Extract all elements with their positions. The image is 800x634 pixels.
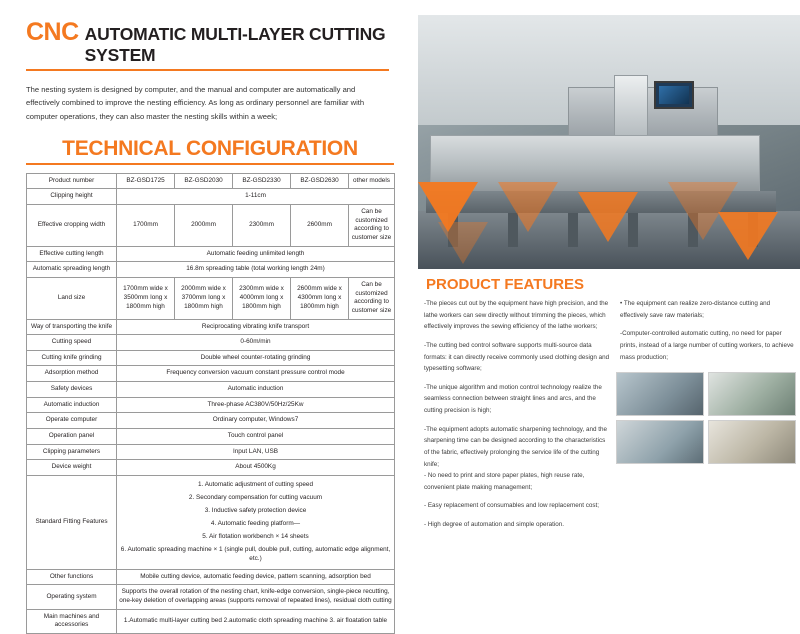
cell-fitting-list <box>117 475 395 569</box>
thumb-green-fabric <box>708 372 796 416</box>
cell: 2600mm wide x 4300mm long x 1800mm high <box>291 277 349 319</box>
cell: Ordinary computer, Windows7 <box>117 413 395 429</box>
table-row <box>27 397 395 413</box>
section-heading-divider <box>26 163 394 165</box>
thumb-cutting-head <box>616 420 704 464</box>
feature-item: - High degree of automation and simple operation. <box>424 520 565 528</box>
cell: 2000mm wide x 3700mm long x 1800mm high <box>175 277 233 319</box>
table-row <box>27 609 395 633</box>
fitting-item: 2. Secondary compensation for cutting vacuum <box>188 494 323 502</box>
row-label: Other functions <box>27 569 117 585</box>
table-row <box>27 205 395 247</box>
feature-item: -The pieces cut out by the equipment have high precision, and the lathe workers can sew directly without trimming the pieces, which effectively improves the sewing efficiency of the lathe workers; <box>424 300 609 331</box>
table-row <box>27 429 395 445</box>
fitting-item: 5. Air flotation workbench × 14 sheets <box>202 533 309 541</box>
title-brand: CNC <box>26 18 79 46</box>
row-label: Automatic induction <box>27 397 117 413</box>
row-label: Clipping height <box>27 189 117 205</box>
row-label: Effective cropping width <box>27 205 117 247</box>
technical-configuration-table <box>26 173 395 634</box>
machine-control-screen <box>654 81 694 109</box>
cell: Can be customized according to customer size <box>349 205 395 247</box>
row-label: Operate computer <box>27 413 117 429</box>
row-label: Standard Fitting Features <box>27 475 117 569</box>
cell: Frequency conversion vacuum constant pressure control mode <box>117 366 395 382</box>
feature-item: -The unique algorithm and motion control technology realize the seamless connection between straight lines and arcs, and the cutting precision is high; <box>424 383 602 415</box>
features-left-column <box>424 298 610 477</box>
machine-photo <box>418 15 800 269</box>
row-label: Operation panel <box>27 429 117 445</box>
table-row <box>27 277 395 319</box>
cell: 0-60m/min <box>117 335 395 351</box>
machine-table <box>426 191 776 213</box>
thumb-cut-pieces <box>708 420 796 464</box>
right-column <box>418 0 800 553</box>
cell: Automatic induction <box>117 382 395 398</box>
fitting-item: 1. Automatic adjustment of cutting speed <box>197 481 314 489</box>
cell: Reciprocating vibrating knife transport <box>117 319 395 335</box>
cell: Can be customized according to customer size <box>349 277 395 319</box>
row-label: Automatic spreading length <box>27 262 117 278</box>
fitting-item: 4. Automatic feeding platform— <box>210 520 301 528</box>
row-label: Way of transporting the knife <box>27 319 117 335</box>
cell: Automatic feeding unlimited length <box>117 246 395 262</box>
feature-item: -The cutting bed control software supports multi-source data formats: it can directly receive commonly used clothing design and typesetting software; <box>424 341 610 373</box>
cell: 1700mm wide x 3500mm long x 1800mm high <box>117 277 175 319</box>
row-label: Main machines and accessories <box>27 609 117 633</box>
table-row <box>27 444 395 460</box>
cell: 1-11cm <box>117 189 395 205</box>
table-row <box>27 262 395 278</box>
table-row <box>27 173 395 189</box>
row-label: Operating system <box>27 585 117 609</box>
table-row <box>27 350 395 366</box>
fitting-item: 6. Automatic spreading machine × 1 (single pull, double pull, cutting, automatic edge alignment, etc.) <box>120 546 391 562</box>
cell: Three-phase AC380V/50Hz/25Kw <box>117 397 395 413</box>
machine-body <box>430 135 760 195</box>
table-row <box>27 189 395 205</box>
row-label: Effective cutting length <box>27 246 117 262</box>
feature-item: -Computer-controlled automatic cutting, no need for paper prints, instead of a large number of cutting workers, to achieve mass production; <box>620 330 794 361</box>
title-rest: AUTOMATIC MULTI-LAYER CUTTING SYSTEM <box>84 24 386 65</box>
feature-item: - No need to print and store paper plates, high reuse rate, convenient plate making management; <box>424 472 585 491</box>
features-bottom-left <box>424 470 610 538</box>
cell: Double wheel counter-rotating grinding <box>117 350 395 366</box>
intro-paragraph: The nesting system is designed by computer, and the manual and computer are automatically and effectively combined to improve the nesting efficiency. As long as ordinary personnel are familiar with computer operations, they can also master the nesting skills within a week; <box>26 85 365 121</box>
row-label: Safety devices <box>27 382 117 398</box>
cell: BZ-GSD1725 <box>117 173 175 189</box>
table-row <box>27 413 395 429</box>
cell: 2300mm wide x 4000mm long x 1800mm high <box>233 277 291 319</box>
cell: 1700mm <box>117 205 175 247</box>
table-row <box>27 366 395 382</box>
thumb-fabric-stack <box>616 372 704 416</box>
cell: 2600mm <box>291 205 349 247</box>
feature-item: • The equipment can realize zero-distance cutting and effectively save raw materials; <box>620 300 771 319</box>
table-row-standard-fitting <box>27 475 395 569</box>
cell: BZ-GSD2630 <box>291 173 349 189</box>
cell: 2000mm <box>175 205 233 247</box>
cell: Supports the overall rotation of the nesting chart, knife-edge conversion, single-piece recutting, one-key deletion of overlapping areas (supports removal of repeated lines), residual cloth cutting <box>117 585 395 609</box>
cell: BZ-GSD2330 <box>233 173 291 189</box>
table-row <box>27 460 395 476</box>
feature-item: - Easy replacement of consumables and low replacement cost; <box>424 502 599 510</box>
table-row <box>27 319 395 335</box>
thumbnail-row <box>616 372 796 416</box>
machine-legs <box>448 213 758 247</box>
title-divider <box>26 69 389 71</box>
fitting-item: 3. Inductive safety protection device <box>204 507 307 515</box>
table-row <box>27 569 395 585</box>
row-label: Cutting speed <box>27 335 117 351</box>
cell: Mobile cutting device, automatic feeding device, pattern scanning, adsorption bed <box>117 569 395 585</box>
table-row <box>27 335 395 351</box>
feature-item: -The equipment adopts automatic sharpening technology, and the sharpening time can be designed according to the characteristics of the fabric, effectively prolonging the service life of the cutting knife; <box>424 425 607 468</box>
cell: 1.Automatic multi-layer cutting bed 2.automatic cloth spreading machine 3. air floatation table <box>117 609 395 633</box>
row-label: Adsorption method <box>27 366 117 382</box>
cell: 16.8m spreading table (total working length 24m) <box>117 262 395 278</box>
row-label: Product number <box>27 173 117 189</box>
cell: About 4500Kg <box>117 460 395 476</box>
section-heading-technical-configuration: TECHNICAL CONFIGURATION <box>62 136 358 160</box>
table-row <box>27 382 395 398</box>
thumbnail-row <box>616 420 796 464</box>
row-label: Clipping parameters <box>27 444 117 460</box>
table-row <box>27 246 395 262</box>
row-label: Cutting knife grinding <box>27 350 117 366</box>
product-features-title: PRODUCT FEATURES <box>426 276 585 293</box>
row-label: Device weight <box>27 460 117 476</box>
thumbnail-gallery <box>616 372 796 464</box>
cell: Touch control panel <box>117 429 395 445</box>
cell: 2300mm <box>233 205 291 247</box>
row-label: Land size <box>27 277 117 319</box>
cell: other models <box>349 173 395 189</box>
cell: Input LAN, USB <box>117 444 395 460</box>
cell: BZ-GSD2030 <box>175 173 233 189</box>
table-row <box>27 585 395 609</box>
page-title <box>26 18 406 66</box>
